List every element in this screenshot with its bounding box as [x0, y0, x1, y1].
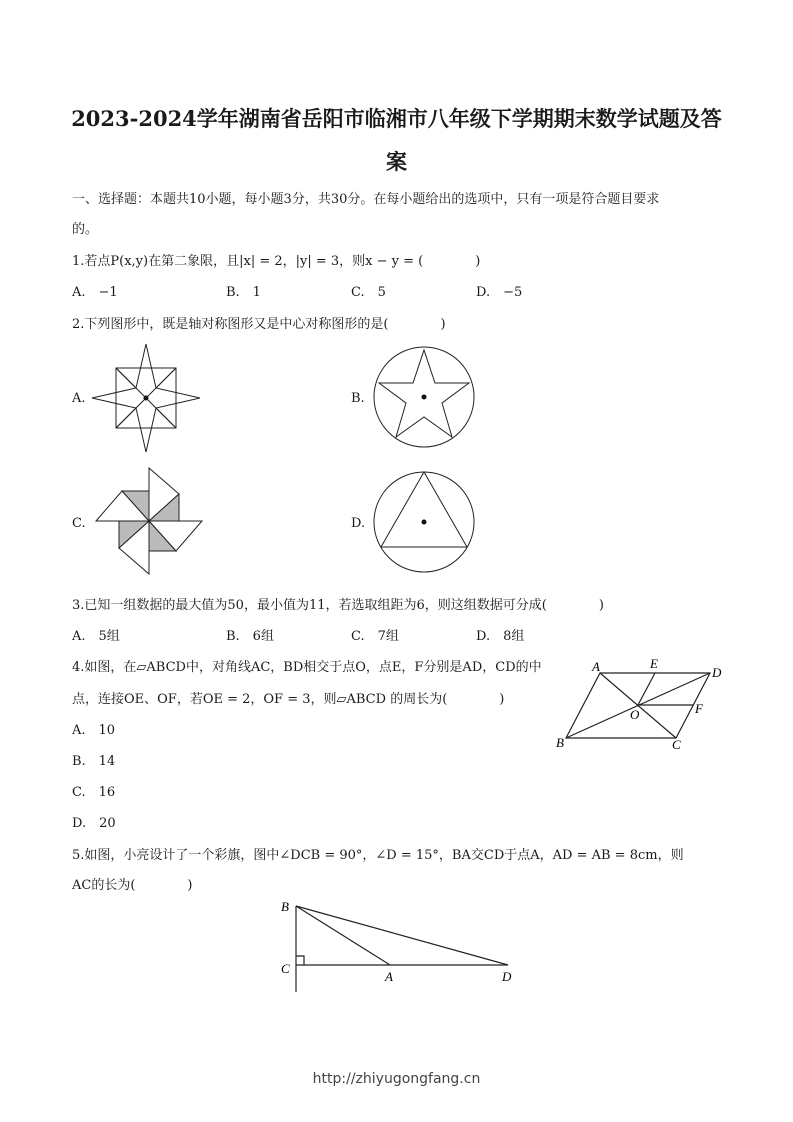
q4-option-a: A. 10 [72, 723, 116, 738]
q5-label-b: B [281, 899, 289, 914]
question-5-text-continued: AC的长为( ) [72, 878, 193, 893]
q2-figure-b-star-in-circle [372, 345, 476, 449]
footer-url[interactable]: http://zhiyugongfang.cn [312, 1071, 481, 1087]
question-3-text: 3.已知一组数据的最大值为50，最小值为11，若选取组距为6，则这组数据可分成( ) [72, 598, 604, 613]
q4-label-c: C [672, 737, 681, 752]
q5-label-d: D [502, 969, 512, 984]
q3-option-b: B. 6组 [226, 629, 274, 644]
q2-figure-c-pinwheel [94, 466, 204, 576]
q2-figure-d-triangle-in-circle [372, 470, 476, 574]
q3-option-d: D. 8组 [476, 629, 525, 644]
q1-option-c: C. 5 [351, 285, 386, 300]
page-title-continued: 案 [386, 149, 407, 174]
q1-option-b: B. 1 [226, 285, 261, 300]
q5-label-c: C [281, 961, 290, 976]
question-5-text: 5.如图，小亮设计了一个彩旗，图中∠DCB = 90°，∠D = 15°，BA交CD于点A，AD = AB = 8cm，则 [72, 848, 684, 863]
q5-triangle-figure [276, 896, 521, 996]
q3-option-c: C. 7组 [351, 629, 399, 644]
q4-label-o: O [630, 707, 640, 722]
q4-label-a: A [592, 659, 600, 674]
q4-label-e: E [650, 656, 658, 671]
q2-option-a: A. [72, 391, 86, 406]
q4-option-b: B. 14 [72, 754, 116, 769]
question-4-text: 4.如图，在▱ABCD中，对角线AC，BD相交于点O，点E，F分别是AD，CD的中 [72, 660, 542, 675]
q1-option-d: D. −5 [476, 285, 523, 300]
page-title: 2023-2024学年湖南省岳阳市临湘市八年级下学期期末数学试题及答 [71, 106, 722, 131]
q2-option-b: B. [351, 391, 365, 406]
question-1-text: 1.若点P(x,y)在第二象限，且|x| = 2，|y| = 3，则x − y = ( ) [72, 254, 481, 269]
q3-option-a: A. 5组 [72, 629, 120, 644]
q1-option-a: A. −1 [72, 285, 118, 300]
q4-option-d: D. 20 [72, 816, 116, 831]
q4-option-c: C. 16 [72, 785, 116, 800]
section-instructions-continued: 的。 [72, 222, 99, 237]
question-4-text-continued: 点，连接OE、OF，若OE = 2，OF = 3，则▱ABCD 的周长为( ) [72, 692, 505, 707]
q4-label-f: F [695, 701, 703, 716]
q4-parallelogram-figure [552, 655, 732, 755]
q2-figure-a-star [90, 342, 202, 454]
section-instructions: 一、选择题：本题共10小题，每小题3分，共30分。在每小题给出的选项中，只有一项是符合题目要求 [72, 192, 660, 207]
q5-label-a: A [385, 969, 393, 984]
q4-label-d: D [712, 665, 722, 680]
q2-option-c: C. [72, 516, 86, 531]
q2-option-d: D. [351, 516, 366, 531]
q4-label-b: B [556, 735, 564, 750]
question-2-text: 2.下列图形中，既是轴对称图形又是中心对称图形的是( ) [72, 317, 446, 332]
